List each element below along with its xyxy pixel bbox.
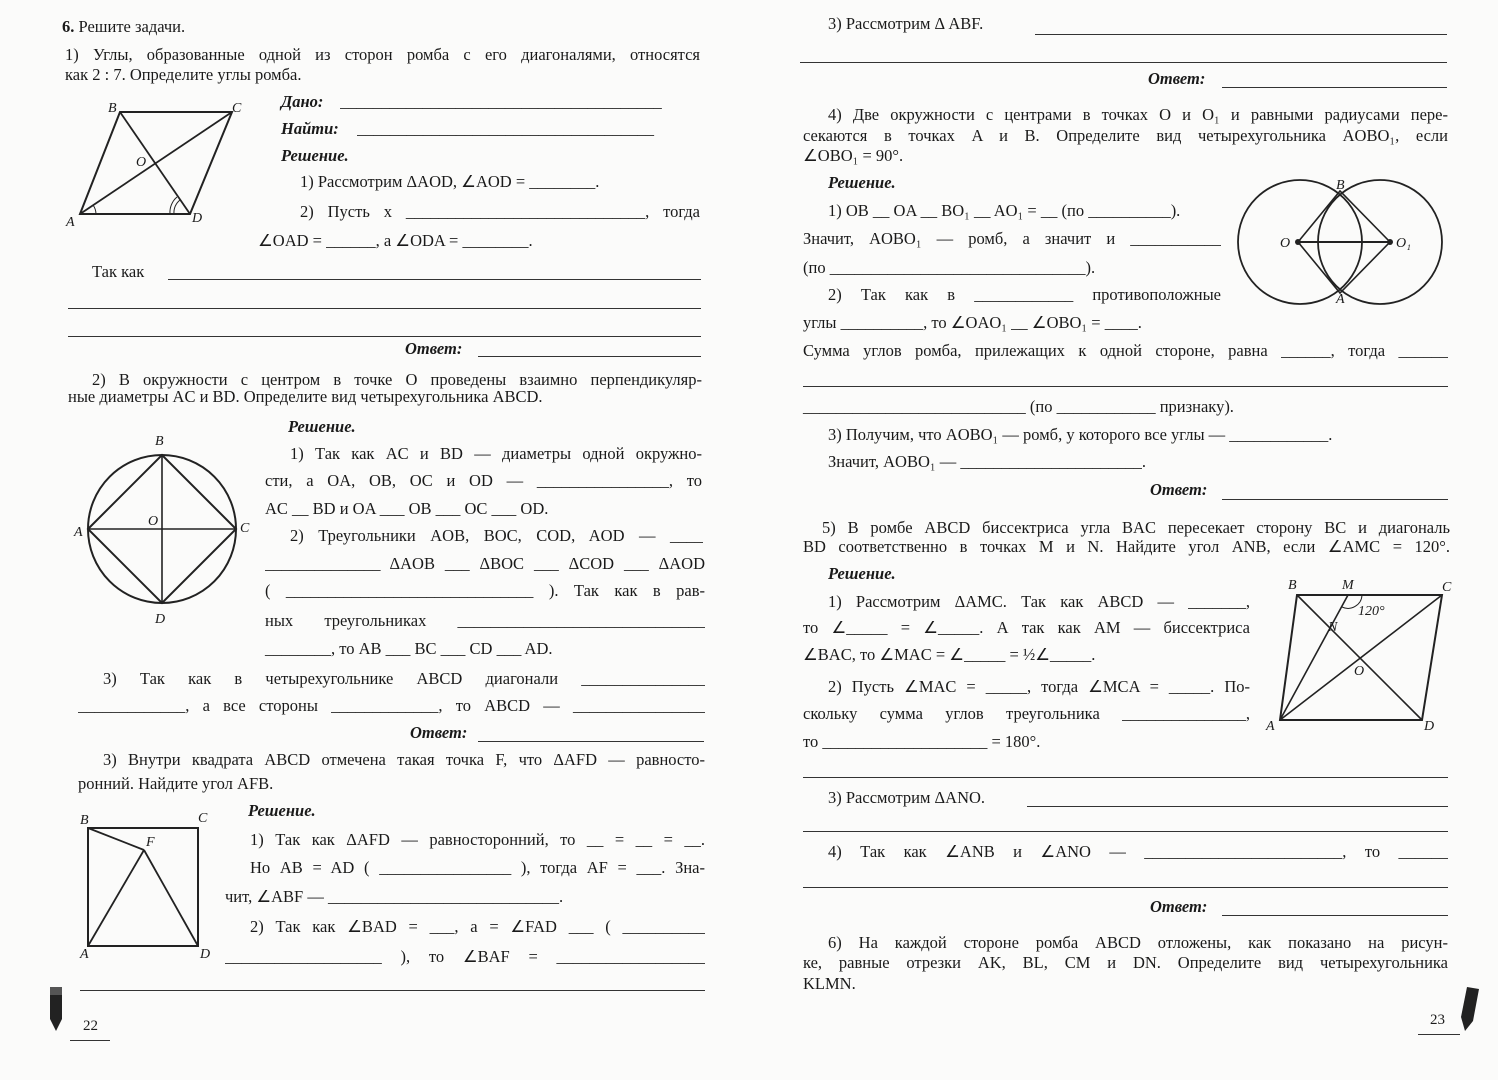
problem-6-text: 6) На каждой стороне ромба ABCD отложены, как показано на рисун- bbox=[828, 933, 1448, 952]
svg-text:O₁: O₁ bbox=[1396, 236, 1411, 251]
svg-text:D: D bbox=[192, 211, 203, 226]
solution-step: 1) OB __ OA __ BO₁ __ AO₁ = __ (по __________). bbox=[828, 201, 1181, 220]
find-answer-line[interactable]: ____________________________________ bbox=[357, 119, 654, 138]
solution-step: AC __ BD и OA ___ OB ___ OC ___ OD. bbox=[265, 499, 549, 518]
answer-label: Ответ: bbox=[1150, 897, 1208, 916]
svg-text:F: F bbox=[146, 835, 155, 850]
problem-4-text: 4) Две окружности с центрами в точках O и O₁ и равными радиусами пере- bbox=[828, 105, 1448, 124]
solution-step: Значит, AOBO₁ — ромб, а значит и ___________ bbox=[803, 229, 1221, 248]
solution-step: сти, а OA, OB, OC и OD — ________________, то bbox=[265, 471, 702, 490]
svg-text:D: D bbox=[155, 612, 166, 627]
page-number: 22 bbox=[83, 1018, 98, 1034]
svg-text:A: A bbox=[80, 947, 89, 962]
svg-text:A: A bbox=[1336, 292, 1345, 307]
rhombus-bisector-figure bbox=[1262, 575, 1462, 740]
solution-step: Значит, AOBO₁ — ______________________. bbox=[828, 452, 1146, 471]
solution-step: чит, ∠ABF — ____________________________. bbox=[225, 887, 564, 906]
svg-text:O: O bbox=[1280, 236, 1291, 251]
solution-step: ________, то AB ___ BC ___ CD ___ AD. bbox=[265, 639, 553, 658]
solution-step: ______________ ΔAOB ___ ΔBOC ___ ΔCOD ___ ΔAOD bbox=[265, 554, 705, 573]
solution-step: 3) Так как в четырехугольнике ABCD диагонали _______________ bbox=[103, 669, 705, 688]
svg-text:A: A bbox=[1266, 719, 1275, 734]
pencil-icon bbox=[42, 985, 72, 1035]
answer-line[interactable] bbox=[803, 887, 1448, 888]
svg-text:C: C bbox=[198, 811, 208, 826]
answer-line[interactable] bbox=[803, 831, 1448, 832]
problem-2-text: ные диаметры AC и BD. Определите вид четырехугольника ABCD. bbox=[68, 387, 543, 406]
problem-6-text: ке, равные отрезки AK, BL, CM и DN. Определите вид четырехугольника bbox=[803, 953, 1448, 972]
square-figure bbox=[72, 810, 222, 960]
two-circles-figure bbox=[1230, 175, 1460, 315]
problem-4-text: ∠OBO₁ = 90°. bbox=[803, 146, 904, 165]
svg-text:N: N bbox=[1328, 620, 1338, 635]
solution-step: ∠BAC, то ∠MAC = ∠_____ = ½∠_____. bbox=[803, 645, 1096, 664]
svg-text:A: A bbox=[66, 215, 75, 230]
solution-step: 3) Получим, что AOBO₁ — ромб, у которого все углы — ____________. bbox=[828, 425, 1333, 444]
answer-label: Ответ: bbox=[405, 339, 463, 358]
task-heading bbox=[62, 17, 185, 37]
problem-4-text: секаются в точках A и B. Определите вид четырехугольника AOBO₁, если bbox=[803, 126, 1448, 145]
solution-step: 2) Так как в ____________ противоположные bbox=[828, 285, 1221, 304]
answer-label: Ответ: bbox=[410, 723, 468, 742]
solution-step: 1) Рассмотрим ΔAMC. Так как ABCD — _______, bbox=[828, 592, 1250, 611]
solution-step: ( ______________________________ ). Так как в рав- bbox=[265, 581, 705, 600]
solution-step: 3) Рассмотрим ΔANO. bbox=[828, 788, 986, 807]
answer-line[interactable] bbox=[1035, 34, 1447, 35]
solution-step: Так как bbox=[92, 262, 145, 281]
svg-text:B: B bbox=[1288, 578, 1297, 593]
solution-step: скольку сумма углов треугольника _______________, bbox=[803, 704, 1250, 723]
solution-step: 2) Так как ∠BAD = ___, а = ∠FAD ___ ( __________ bbox=[250, 917, 705, 936]
page-number: 23 bbox=[1430, 1012, 1445, 1028]
solution-label: Решение. bbox=[248, 801, 316, 820]
page-number-underline bbox=[1418, 1034, 1460, 1035]
given-label: Дано: bbox=[281, 92, 324, 111]
problem-6-text: KLMN. bbox=[803, 974, 856, 993]
page-number-underline bbox=[70, 1040, 110, 1041]
svg-text:120°: 120° bbox=[1358, 604, 1385, 619]
solution-step: ___________________________ (по ____________ признаку). bbox=[803, 397, 1234, 416]
answer-line[interactable] bbox=[68, 308, 701, 309]
solution-step: 4) Так как ∠ANB и ∠ANO — ________________________, то ______ bbox=[828, 842, 1448, 861]
problem-5-text: 5) В ромбе ABCD биссектриса угла BAC пересекает сторону BC и диагональ bbox=[822, 518, 1450, 537]
solution-step: 2) Треугольники AOB, BOC, COD, AOD — ____ bbox=[290, 526, 703, 545]
answer-line[interactable] bbox=[1222, 499, 1448, 500]
answer-line[interactable] bbox=[1027, 806, 1448, 807]
answer-line[interactable] bbox=[68, 336, 701, 337]
solution-label: Решение. bbox=[288, 417, 356, 436]
pencil-icon bbox=[1455, 985, 1485, 1035]
problem-1-text: как 2 : 7. Определите углы ромба. bbox=[65, 65, 302, 84]
circle-square-figure bbox=[70, 430, 260, 630]
svg-text:D: D bbox=[200, 947, 211, 962]
answer-line[interactable] bbox=[803, 386, 1448, 387]
answer-line[interactable] bbox=[800, 62, 1447, 63]
svg-text:C: C bbox=[1442, 580, 1452, 595]
rhombus-figure bbox=[60, 100, 260, 230]
problem-5-text: BD соответственно в точках M и N. Найдите угол ANB, если ∠AMC = 120°. bbox=[803, 537, 1450, 556]
solution-step: Но AB = AD ( ________________ ), тогда AF = ___. Зна- bbox=[250, 858, 705, 877]
svg-text:B: B bbox=[80, 813, 89, 828]
problem-3-text: ронний. Найдите угол AFB. bbox=[78, 774, 274, 793]
problem-3-text: 3) Внутри квадрата ABCD отмечена такая точка F, что ΔAFD — равносто- bbox=[103, 750, 705, 769]
section-title: Решите задачи. bbox=[78, 17, 186, 36]
answer-line[interactable] bbox=[478, 356, 701, 357]
find-label: Найти: bbox=[281, 119, 339, 138]
svg-text:O: O bbox=[148, 514, 159, 529]
problem-1-text: 1) Углы, образованные одной из сторон ромба с его диагоналями, относятся bbox=[65, 45, 700, 64]
solution-step: ___________________ ), то ∠BAF = __________________ bbox=[225, 947, 705, 966]
svg-text:D: D bbox=[1424, 719, 1435, 734]
solution-step: 1) Так как ΔAFD — равносторонний, то __ = __ = __. bbox=[250, 830, 705, 849]
answer-line[interactable] bbox=[478, 741, 704, 742]
vertex-label: B bbox=[108, 101, 117, 116]
solution-step: 1) Рассмотрим ΔAOD, ∠AOD = ________. bbox=[300, 172, 600, 191]
answer-line[interactable] bbox=[168, 279, 701, 280]
solution-step: 3) Рассмотрим Δ ABF. bbox=[828, 14, 984, 33]
answer-label: Ответ: bbox=[1150, 480, 1208, 499]
svg-text:C: C bbox=[240, 521, 250, 536]
section-number: 6. bbox=[62, 17, 75, 36]
solution-step: Сумма углов ромба, прилежащих к одной стороне, равна ______, тогда ______ bbox=[803, 341, 1448, 360]
solution-step: то ____________________ = 180°. bbox=[803, 732, 1041, 751]
svg-text:C: C bbox=[232, 101, 242, 116]
solution-step: то ∠_____ = ∠_____. А так как AM — биссектриса bbox=[803, 618, 1250, 637]
answer-line[interactable] bbox=[80, 990, 705, 991]
solution-step: углы __________, то ∠OAO₁ __ ∠OBO₁ = ____. bbox=[803, 313, 1142, 332]
svg-text:B: B bbox=[1336, 178, 1345, 193]
svg-text:O: O bbox=[136, 155, 147, 170]
svg-text:A: A bbox=[74, 525, 83, 540]
svg-text:M: M bbox=[1342, 578, 1354, 593]
solution-step: 1) Так как AC и BD — диаметры одной окружно- bbox=[290, 444, 702, 463]
solution-label: Решение. bbox=[828, 173, 896, 192]
problem-2-text: 2) В окружности с центром в точке O проведены взаимно перпендикуляр- bbox=[92, 370, 702, 389]
answer-line[interactable] bbox=[1222, 915, 1448, 916]
svg-text:O: O bbox=[1354, 664, 1365, 679]
solution-step: ных треугольниках ______________________________ bbox=[265, 611, 705, 630]
solution-step: 2) Пусть x _____________________________, тогда bbox=[300, 202, 700, 221]
solution-step: ∠OAD = ______, а ∠ODA = ________. bbox=[258, 231, 533, 250]
answer-label: Ответ: bbox=[1148, 69, 1206, 88]
solution-label: Решение. bbox=[828, 564, 896, 583]
answer-line[interactable] bbox=[1222, 87, 1447, 88]
solution-step: 2) Пусть ∠MAC = _____, тогда ∠MCA = _____. По- bbox=[828, 677, 1250, 696]
solution-label: Решение. bbox=[281, 146, 349, 165]
svg-text:B: B bbox=[155, 434, 164, 449]
answer-line[interactable] bbox=[803, 777, 1448, 778]
solution-step: _____________, а все стороны _____________, то ABCD — ________________ bbox=[78, 696, 705, 715]
solution-step: (по _______________________________). bbox=[803, 258, 1096, 277]
given-answer-line[interactable]: _______________________________________ bbox=[340, 92, 662, 111]
